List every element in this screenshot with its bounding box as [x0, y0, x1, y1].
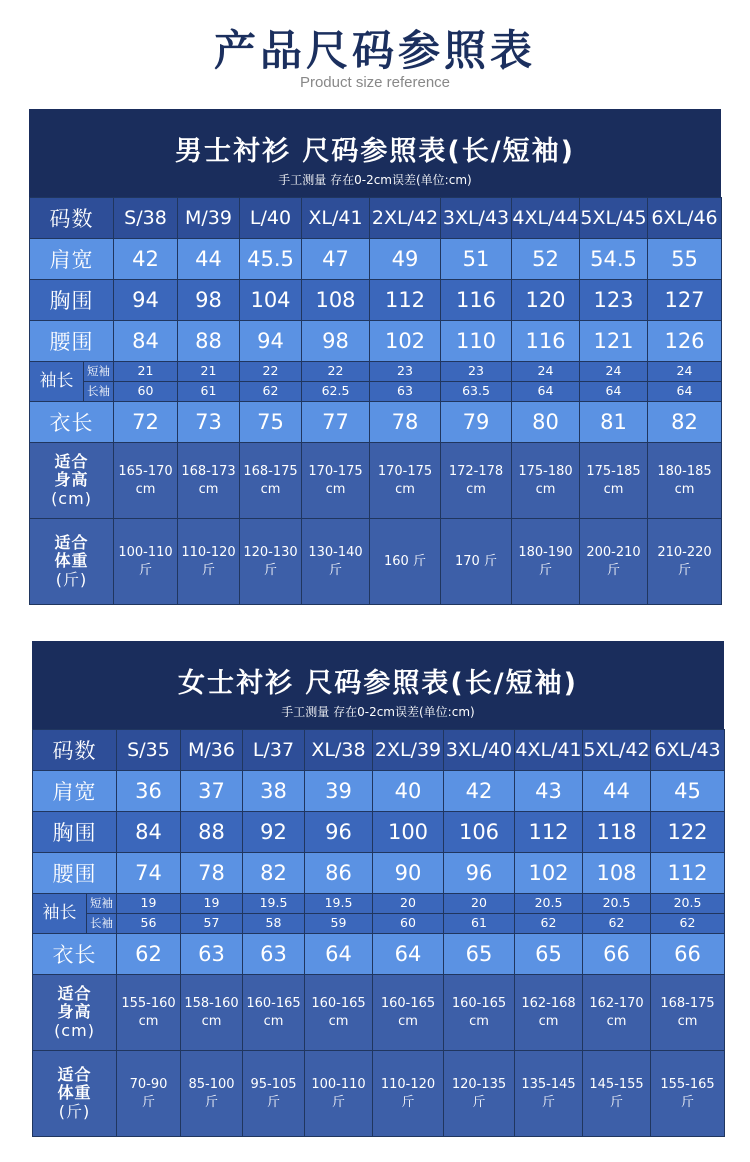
- range-value: 165-170: [118, 463, 173, 479]
- row-label: 肩宽: [33, 771, 117, 812]
- range-value: 170-175: [308, 463, 363, 479]
- long-sleeve-label: 长袖: [84, 382, 114, 402]
- short-sleeve-cell: 20: [444, 894, 515, 914]
- womens-size-table: [32, 641, 724, 1137]
- weight-row-cell: [444, 1051, 515, 1137]
- waist-row-cell: 112: [651, 853, 725, 894]
- range-unit: cm: [328, 1013, 349, 1029]
- size-row-cell: S/35: [117, 730, 181, 771]
- short-sleeve-cell: 21: [114, 362, 178, 382]
- table-header: [32, 641, 724, 729]
- long-sleeve-row: [33, 914, 725, 934]
- shoulder-row-cell: 42: [444, 771, 515, 812]
- length-row-cell: 62: [117, 934, 181, 975]
- weight-row-cell: [651, 1051, 725, 1137]
- size-row-cell: 4XL/44: [512, 198, 580, 239]
- short-sleeve-cell: 23: [441, 362, 512, 382]
- range-value: 100-110: [311, 1076, 366, 1092]
- row-label: 码数: [33, 730, 117, 771]
- size-row-cell: 6XL/43: [651, 730, 725, 771]
- chest-row-cell: 118: [583, 812, 651, 853]
- range-value: 160-165: [451, 995, 507, 1011]
- waist-row: [33, 853, 725, 894]
- range-value: 160-165: [246, 995, 301, 1011]
- range-value: 160 斤: [384, 553, 426, 569]
- chest-row-cell: 92: [243, 812, 305, 853]
- row-label: 腰围: [33, 853, 117, 894]
- range-unit: cm: [469, 1013, 489, 1029]
- chest-row-cell: 112: [515, 812, 583, 853]
- height-row-cell: [580, 443, 648, 519]
- row-label-line: 适合: [54, 451, 89, 471]
- chest-row-cell: 98: [178, 280, 240, 321]
- table-title: 男士衬衫 尺码参照表(长/短袖): [175, 136, 575, 167]
- short-sleeve-cell: 22: [240, 362, 302, 382]
- weight-row-cell: [583, 1051, 651, 1137]
- long-sleeve-cell: 63.5: [441, 382, 512, 402]
- short-sleeve-cell: 19: [181, 894, 243, 914]
- long-sleeve-cell: 63: [370, 382, 441, 402]
- weight-row-cell: [243, 1051, 305, 1137]
- height-row-cell: [441, 443, 512, 519]
- shoulder-row-cell: 55: [648, 239, 722, 280]
- size-row-cell: L/40: [240, 198, 302, 239]
- size-row-cell: 2XL/39: [373, 730, 444, 771]
- range-value: 162-170: [589, 995, 644, 1011]
- chest-row-cell: 104: [240, 280, 302, 321]
- shoulder-row-cell: 47: [302, 239, 370, 280]
- chest-row-cell: 127: [648, 280, 722, 321]
- waist-row-cell: 126: [648, 321, 722, 362]
- row-label-line: (cm): [51, 488, 92, 508]
- table-header: [29, 109, 721, 197]
- height-row-cell: [444, 975, 515, 1051]
- height-row-cell: [114, 443, 178, 519]
- short-sleeve-cell: 23: [370, 362, 441, 382]
- weight-row-cell: [240, 519, 302, 605]
- short-sleeve-cell: 19: [117, 894, 181, 914]
- size-row-cell: XL/38: [305, 730, 373, 771]
- size-row-cell: 3XL/43: [441, 198, 512, 239]
- size-row-cell: M/36: [181, 730, 243, 771]
- length-row-cell: 75: [240, 402, 302, 443]
- range-value: 180-185: [657, 463, 712, 479]
- size-row-cell: 2XL/42: [370, 198, 441, 239]
- size-row: [33, 730, 725, 771]
- size-grid: [29, 197, 722, 605]
- range-value: 155-165: [660, 1076, 715, 1092]
- range-unit: 斤: [204, 1094, 218, 1110]
- chest-row: [30, 280, 722, 321]
- row-label: 胸围: [30, 280, 114, 321]
- range-value: 168-175: [243, 463, 298, 479]
- waist-row-cell: 96: [444, 853, 515, 894]
- shoulder-row-cell: 44: [178, 239, 240, 280]
- row-label: [33, 975, 117, 1051]
- long-sleeve-row: [30, 382, 722, 402]
- shoulder-row-cell: 51: [441, 239, 512, 280]
- range-value: 135-145: [521, 1076, 576, 1092]
- length-row-cell: 63: [243, 934, 305, 975]
- chest-row: [33, 812, 725, 853]
- length-row: [30, 402, 722, 443]
- weight-row-cell: [302, 519, 370, 605]
- height-row-cell: [515, 975, 583, 1051]
- height-row-cell: [373, 975, 444, 1051]
- waist-row-cell: 110: [441, 321, 512, 362]
- length-row-cell: 63: [181, 934, 243, 975]
- short-sleeve-cell: 24: [512, 362, 580, 382]
- short-sleeve-row: [33, 894, 725, 914]
- waist-row-cell: 78: [181, 853, 243, 894]
- height-row-cell: [648, 443, 722, 519]
- length-row-cell: 65: [444, 934, 515, 975]
- range-value: 100-110: [118, 544, 173, 560]
- height-row-cell: [178, 443, 240, 519]
- shoulder-row-cell: 40: [373, 771, 444, 812]
- length-row-cell: 77: [302, 402, 370, 443]
- height-row-cell: [583, 975, 651, 1051]
- range-unit: cm: [466, 481, 486, 497]
- row-label-line: 体重: [54, 551, 89, 571]
- short-sleeve-cell: 24: [648, 362, 722, 382]
- row-label-line: 适合: [57, 1064, 92, 1084]
- shoulder-row-cell: 45.5: [240, 239, 302, 280]
- shoulder-row-cell: 42: [114, 239, 178, 280]
- waist-row-cell: 86: [305, 853, 373, 894]
- range-value: 70-90: [129, 1076, 168, 1092]
- range-unit: cm: [263, 1013, 284, 1029]
- weight-row-cell: [305, 1051, 373, 1137]
- short-sleeve-cell: 20.5: [515, 894, 583, 914]
- range-value: 170 斤: [455, 553, 497, 569]
- range-unit: 斤: [141, 1094, 155, 1110]
- long-sleeve-cell: 62: [583, 914, 651, 934]
- page-title: 产品尺码参照表: [213, 26, 536, 75]
- long-sleeve-cell: 64: [580, 382, 648, 402]
- chest-row-cell: 108: [302, 280, 370, 321]
- short-sleeve-cell: 22: [302, 362, 370, 382]
- row-label-line: 体重: [57, 1083, 92, 1103]
- range-value: 110-120: [380, 1076, 436, 1092]
- range-value: 155-160: [121, 995, 176, 1011]
- row-label-line: (斤): [55, 569, 88, 589]
- weight-row-cell: [117, 1051, 181, 1137]
- waist-row-cell: 102: [370, 321, 441, 362]
- range-unit: 斤: [677, 562, 691, 578]
- range-value: 168-175: [660, 995, 715, 1011]
- length-row-cell: 72: [114, 402, 178, 443]
- range-value: 145-155: [589, 1076, 644, 1092]
- waist-row: [30, 321, 722, 362]
- height-row-cell: [117, 975, 181, 1051]
- long-sleeve-cell: 56: [117, 914, 181, 934]
- short-sleeve-cell: 20: [373, 894, 444, 914]
- range-unit: 斤: [541, 1094, 555, 1110]
- row-label: 衣长: [30, 402, 114, 443]
- row-label: [30, 519, 114, 605]
- height-row-cell: [302, 443, 370, 519]
- range-unit: 斤: [609, 1094, 623, 1110]
- length-row-cell: 64: [305, 934, 373, 975]
- short-sleeve-label: 短袖: [87, 894, 117, 914]
- long-sleeve-cell: 64: [512, 382, 580, 402]
- long-sleeve-cell: 61: [178, 382, 240, 402]
- waist-row-cell: 98: [302, 321, 370, 362]
- shoulder-row-cell: 36: [117, 771, 181, 812]
- row-label-line: 身高: [57, 1002, 92, 1022]
- short-sleeve-row: [30, 362, 722, 382]
- long-sleeve-cell: 59: [305, 914, 373, 934]
- shoulder-row-cell: 37: [181, 771, 243, 812]
- long-sleeve-cell: 57: [181, 914, 243, 934]
- chest-row-cell: 123: [580, 280, 648, 321]
- length-row-cell: 73: [178, 402, 240, 443]
- shoulder-row-cell: 54.5: [580, 239, 648, 280]
- range-value: 130-140: [308, 544, 363, 560]
- shoulder-row-cell: 49: [370, 239, 441, 280]
- range-value: 158-160: [184, 995, 239, 1011]
- weight-row: [30, 519, 722, 605]
- shoulder-row-cell: 52: [512, 239, 580, 280]
- range-unit: 斤: [331, 1094, 345, 1110]
- range-unit: cm: [538, 1013, 559, 1029]
- length-row-cell: 82: [648, 402, 722, 443]
- range-unit: 斤: [328, 562, 342, 578]
- shoulder-row-cell: 44: [583, 771, 651, 812]
- waist-row-cell: 84: [114, 321, 178, 362]
- long-sleeve-cell: 62: [515, 914, 583, 934]
- shoulder-row-cell: 45: [651, 771, 725, 812]
- range-value: 110-120: [181, 544, 236, 560]
- length-row-cell: 66: [583, 934, 651, 975]
- range-unit: cm: [674, 481, 695, 497]
- weight-row-cell: [370, 519, 441, 605]
- size-row-cell: 5XL/45: [580, 198, 648, 239]
- range-unit: cm: [201, 1013, 222, 1029]
- range-unit: cm: [138, 1013, 159, 1029]
- long-sleeve-cell: 60: [373, 914, 444, 934]
- long-sleeve-cell: 61: [444, 914, 515, 934]
- weight-row-cell: [114, 519, 178, 605]
- short-sleeve-cell: 19.5: [305, 894, 373, 914]
- waist-row-cell: 74: [117, 853, 181, 894]
- shoulder-row-cell: 38: [243, 771, 305, 812]
- table-title: 女士衬衫 尺码参照表(长/短袖): [178, 668, 578, 699]
- chest-row-cell: 112: [370, 280, 441, 321]
- row-label: 腰围: [30, 321, 114, 362]
- chest-row-cell: 88: [181, 812, 243, 853]
- size-row-cell: 4XL/41: [515, 730, 583, 771]
- waist-row-cell: 88: [178, 321, 240, 362]
- range-unit: 斤: [538, 562, 552, 578]
- weight-row-cell: [178, 519, 240, 605]
- range-value: 85-100: [188, 1076, 235, 1092]
- row-label-line: 身高: [54, 470, 89, 490]
- waist-row-cell: 102: [515, 853, 583, 894]
- size-row-cell: S/38: [114, 198, 178, 239]
- height-row-cell: [243, 975, 305, 1051]
- chest-row-cell: 116: [441, 280, 512, 321]
- long-sleeve-cell: 60: [114, 382, 178, 402]
- length-row-cell: 65: [515, 934, 583, 975]
- row-label: 肩宽: [30, 239, 114, 280]
- range-unit: 斤: [472, 1094, 486, 1110]
- size-grid: [32, 729, 725, 1137]
- long-sleeve-cell: 62.5: [302, 382, 370, 402]
- length-row-cell: 81: [580, 402, 648, 443]
- range-unit: cm: [398, 1013, 418, 1029]
- weight-row-cell: [373, 1051, 444, 1137]
- range-value: 210-220: [657, 544, 712, 560]
- weight-row-cell: [181, 1051, 243, 1137]
- range-value: 200-210: [586, 544, 641, 560]
- chest-row-cell: 84: [117, 812, 181, 853]
- chest-row-cell: 100: [373, 812, 444, 853]
- range-unit: 斤: [401, 1094, 415, 1110]
- height-row-cell: [370, 443, 441, 519]
- waist-row-cell: 121: [580, 321, 648, 362]
- range-value: 172-178: [448, 463, 504, 479]
- height-row-cell: [512, 443, 580, 519]
- sleeve-label: 袖长: [30, 362, 84, 402]
- waist-row-cell: 90: [373, 853, 444, 894]
- row-label: [30, 443, 114, 519]
- range-unit: 斤: [201, 562, 215, 578]
- row-label: 衣长: [33, 934, 117, 975]
- shoulder-row-cell: 39: [305, 771, 373, 812]
- long-sleeve-label: 长袖: [87, 914, 117, 934]
- size-row-cell: M/39: [178, 198, 240, 239]
- length-row: [33, 934, 725, 975]
- range-unit: cm: [606, 1013, 627, 1029]
- length-row-cell: 66: [651, 934, 725, 975]
- table-note: 手工测量 存在0-2cm误差(单位:cm): [281, 705, 475, 719]
- waist-row-cell: 82: [243, 853, 305, 894]
- range-unit: cm: [135, 481, 156, 497]
- size-row-cell: XL/41: [302, 198, 370, 239]
- range-unit: 斤: [266, 1094, 280, 1110]
- chest-row-cell: 96: [305, 812, 373, 853]
- row-label: 码数: [30, 198, 114, 239]
- waist-row-cell: 108: [583, 853, 651, 894]
- range-unit: cm: [325, 481, 346, 497]
- range-unit: cm: [677, 1013, 698, 1029]
- sleeve-label: 袖长: [33, 894, 87, 934]
- short-sleeve-cell: 21: [178, 362, 240, 382]
- long-sleeve-cell: 58: [243, 914, 305, 934]
- shoulder-row-cell: 43: [515, 771, 583, 812]
- shoulder-row: [30, 239, 722, 280]
- range-value: 168-173: [181, 463, 236, 479]
- short-sleeve-cell: 20.5: [651, 894, 725, 914]
- range-value: 95-105: [250, 1076, 297, 1092]
- range-unit: cm: [535, 481, 556, 497]
- short-sleeve-cell: 19.5: [243, 894, 305, 914]
- height-row-cell: [240, 443, 302, 519]
- range-unit: cm: [395, 481, 415, 497]
- weight-row-cell: [580, 519, 648, 605]
- weight-row: [33, 1051, 725, 1137]
- size-row-cell: 5XL/42: [583, 730, 651, 771]
- size-row-cell: L/37: [243, 730, 305, 771]
- height-row: [33, 975, 725, 1051]
- row-label: 胸围: [33, 812, 117, 853]
- row-label-line: 适合: [54, 532, 89, 552]
- range-value: 120-135: [451, 1076, 507, 1092]
- weight-row-cell: [441, 519, 512, 605]
- waist-row-cell: 116: [512, 321, 580, 362]
- range-value: 170-175: [377, 463, 433, 479]
- range-value: 120-130: [243, 544, 298, 560]
- weight-row-cell: [648, 519, 722, 605]
- range-unit: 斤: [680, 1094, 694, 1110]
- weight-row-cell: [512, 519, 580, 605]
- chest-row-cell: 106: [444, 812, 515, 853]
- range-unit: cm: [260, 481, 281, 497]
- range-unit: 斤: [263, 562, 277, 578]
- row-label: [33, 1051, 117, 1137]
- chest-row-cell: 120: [512, 280, 580, 321]
- shoulder-row: [33, 771, 725, 812]
- range-unit: 斤: [606, 562, 620, 578]
- row-label-line: 适合: [57, 983, 92, 1003]
- range-value: 160-165: [380, 995, 436, 1011]
- range-value: 175-180: [518, 463, 573, 479]
- length-row-cell: 64: [373, 934, 444, 975]
- chest-row-cell: 122: [651, 812, 725, 853]
- height-row-cell: [181, 975, 243, 1051]
- range-unit: cm: [603, 481, 624, 497]
- row-label-line: (cm): [54, 1020, 95, 1040]
- weight-row-cell: [515, 1051, 583, 1137]
- height-row-cell: [305, 975, 373, 1051]
- long-sleeve-cell: 62: [651, 914, 725, 934]
- height-row-cell: [651, 975, 725, 1051]
- size-row-cell: 6XL/46: [648, 198, 722, 239]
- length-row-cell: 80: [512, 402, 580, 443]
- range-unit: 斤: [138, 562, 152, 578]
- size-row: [30, 198, 722, 239]
- range-unit: cm: [198, 481, 219, 497]
- table-note: 手工测量 存在0-2cm误差(单位:cm): [278, 173, 472, 187]
- range-value: 175-185: [586, 463, 641, 479]
- range-value: 180-190: [518, 544, 573, 560]
- page-subtitle: Product size reference: [299, 74, 451, 91]
- short-sleeve-cell: 20.5: [583, 894, 651, 914]
- size-row-cell: 3XL/40: [444, 730, 515, 771]
- chest-row-cell: 94: [114, 280, 178, 321]
- height-row: [30, 443, 722, 519]
- long-sleeve-cell: 62: [240, 382, 302, 402]
- row-label-line: (斤): [58, 1101, 91, 1121]
- mens-size-table: [29, 109, 721, 605]
- length-row-cell: 78: [370, 402, 441, 443]
- waist-row-cell: 94: [240, 321, 302, 362]
- range-value: 162-168: [521, 995, 576, 1011]
- length-row-cell: 79: [441, 402, 512, 443]
- range-value: 160-165: [311, 995, 366, 1011]
- short-sleeve-label: 短袖: [84, 362, 114, 382]
- long-sleeve-cell: 64: [648, 382, 722, 402]
- short-sleeve-cell: 24: [580, 362, 648, 382]
